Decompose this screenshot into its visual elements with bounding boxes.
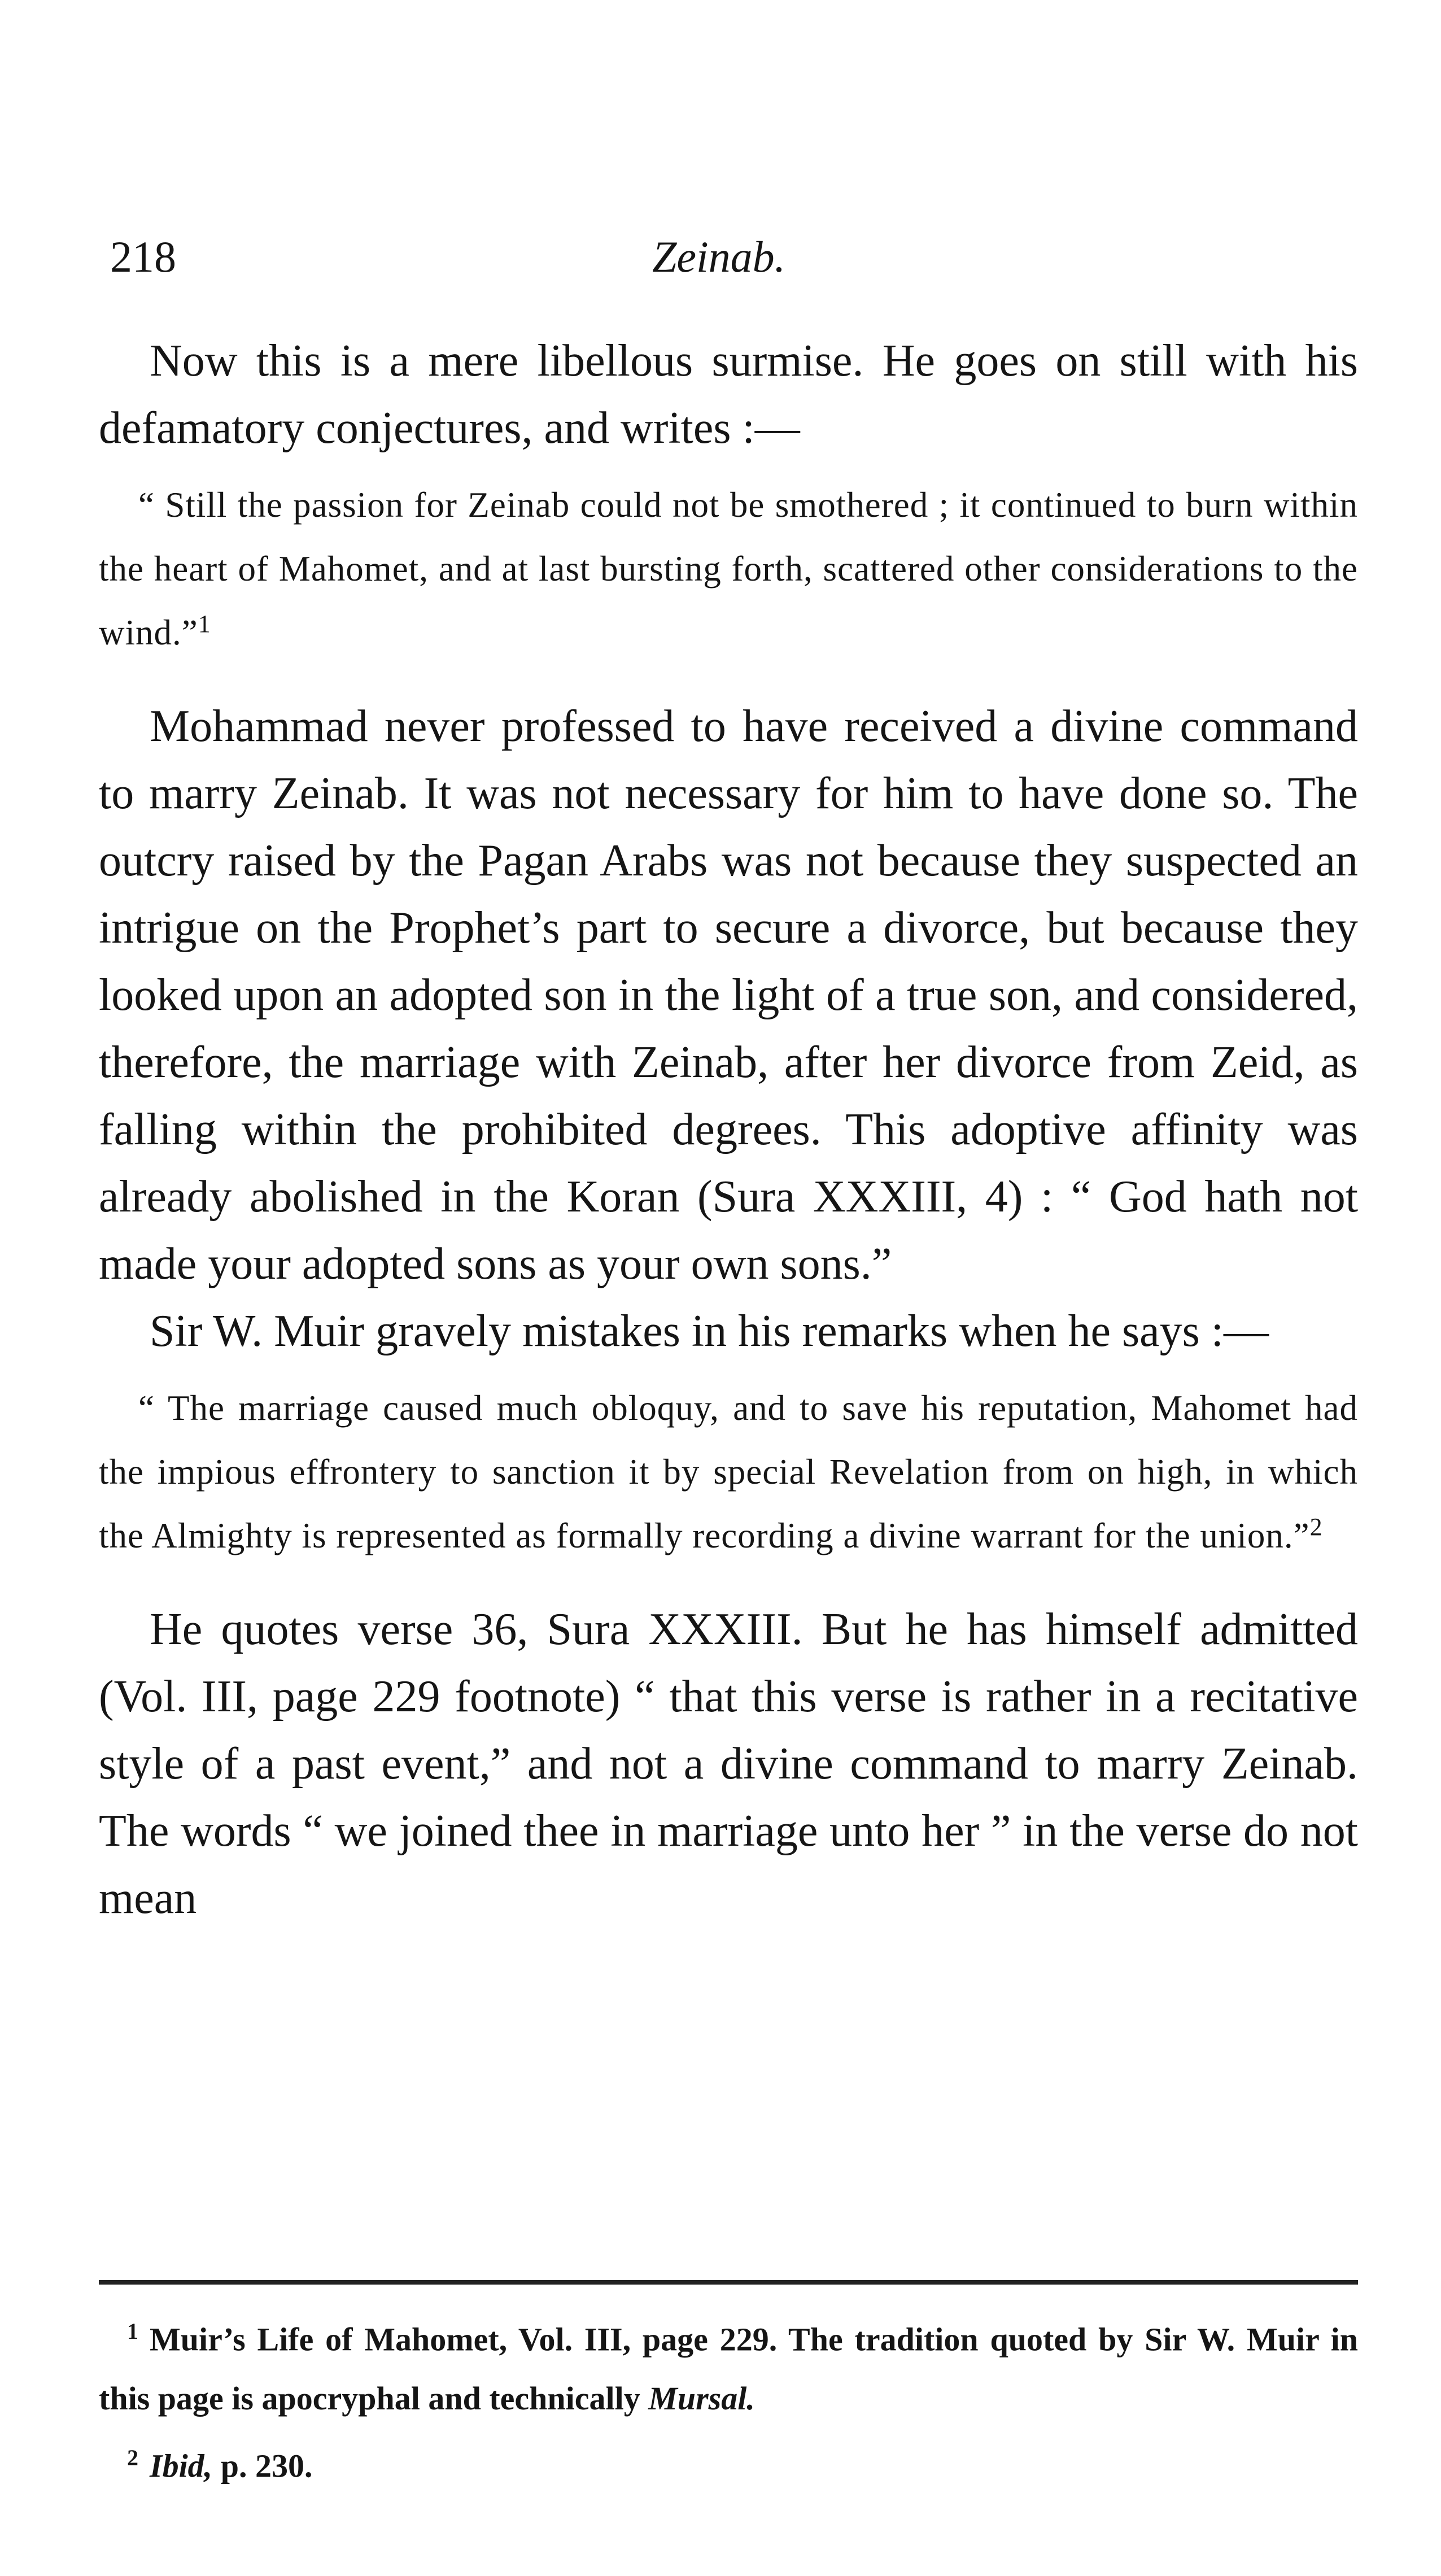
page-body bbox=[99, 226, 1358, 1932]
paragraph-4: He quotes verse 36, Sura XXXIII. But he has himself admitted (Vol. III, page 229 footnote) “ that this verse is rather in a recitative style of a past event,” and not a divine command to marry Zeinab. The words “ we joined thee in marriage unto her ” in the verse do not mean bbox=[99, 1605, 1358, 1923]
footnote-1-italic: Mursal. bbox=[648, 2380, 755, 2417]
quote-2-text: “ The marriage caused much obloquy, and to save his reputation, Mahomet had the impious effrontery to sanction it by special Revelation from on high, in which the Almighty is represented as formally recording a divine warrant for the union.” bbox=[99, 1388, 1358, 1555]
footnote-1-mark: 1 bbox=[127, 2318, 138, 2344]
running-title: Zeinab. bbox=[652, 232, 786, 281]
footnote-2-mark: 2 bbox=[127, 2445, 138, 2471]
page-number: 218 bbox=[110, 232, 176, 281]
block-quote-1 bbox=[99, 473, 1358, 665]
footnote-1-text: Muir’s Life of Mahomet, Vol. III, page 229. The tradition quoted by Sir W. Muir in this page is apocryphal and technically bbox=[99, 2321, 1358, 2417]
footnote-ref-1: 1 bbox=[198, 610, 211, 638]
paragraph-3: Sir W. Muir gravely mistakes in his remarks when he says :— bbox=[150, 1306, 1269, 1356]
running-head bbox=[99, 226, 1358, 294]
block-quote-2 bbox=[99, 1376, 1358, 1568]
footnote-ref-2: 2 bbox=[1309, 1513, 1323, 1541]
footnote-2-text: p. 230. bbox=[220, 2447, 313, 2485]
footnote-rule bbox=[99, 2280, 1358, 2285]
footnote-2-italic: Ibid, bbox=[150, 2447, 213, 2485]
quote-1-text: “ Still the passion for Zeinab could not be smothered ; it continued to burn within the heart of Mahomet, and at last bursting forth, scattered other considerations to the wind.” bbox=[99, 485, 1358, 652]
footnotes bbox=[99, 2302, 1358, 2496]
paragraph-1: Now this is a mere libellous surmise. He goes on still with his defamatory conjectures, and writes :— bbox=[99, 336, 1358, 453]
paragraph-2: Mohammad never professed to have received a divine command to marry Zeinab. It was not necessary for him to have done so. The outcry raised by the Pagan Arabs was not because they suspected an intrigue on the Prophet’s part to secure a divorce, but because they looked upon an adopted son in the light of a true son, and considered, therefore, the marriage with Zeinab, after her divorce from Zeid, as falling within the prohibited degrees. This adoptive affinity was already abolished in the Koran (Sura XXXIII, 4) : “ God hath not made your adopted sons as your own sons.” bbox=[99, 701, 1358, 1289]
footnote-1 bbox=[99, 2302, 1358, 2428]
footnote-2 bbox=[99, 2428, 1358, 2495]
